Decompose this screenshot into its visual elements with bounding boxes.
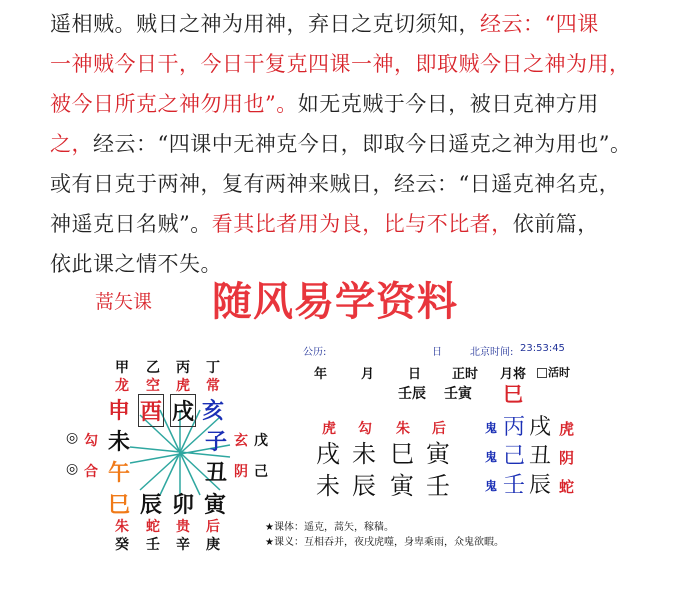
- three-pass-branch: 辰: [529, 473, 552, 498]
- top-general: 常: [206, 378, 220, 394]
- text-span: 依前篇，: [512, 212, 599, 236]
- text-line: 一神贼今日干，今日干复克四课一神，即取贼今日之神为用，: [50, 52, 631, 76]
- yuejiang-value: 巳: [503, 382, 523, 406]
- circle-mark: ◎: [66, 461, 79, 477]
- body-text: [50, 4, 670, 284]
- right-branch: 子: [205, 429, 228, 455]
- text-line: 或有日克于两神，复有两神来贼日，经云：“日遥克神名克，: [50, 172, 621, 196]
- top-branch: 酉: [138, 394, 164, 427]
- left-branch: 未: [108, 429, 131, 455]
- three-pass-stem: 己: [503, 444, 526, 469]
- watermark: 随风易学资料: [212, 279, 458, 325]
- bottom-stem: 庚: [206, 537, 220, 553]
- top-stem: 甲: [115, 360, 129, 376]
- bottom-stem: 壬: [146, 537, 160, 553]
- header-day: 日: [408, 367, 422, 382]
- lesson-notes: [265, 520, 504, 550]
- four-lesson-general: 勾: [358, 421, 372, 437]
- bottom-branch: 辰: [140, 492, 163, 518]
- header-yuejiang: 月将: [500, 367, 527, 382]
- left-general: 勾: [84, 433, 98, 449]
- text-line: [50, 124, 670, 164]
- left-branch: 午: [108, 460, 131, 486]
- text-span-red: 之，: [50, 132, 93, 156]
- header-year: 年: [314, 367, 328, 382]
- right-general: 阴: [234, 464, 248, 480]
- right-general: 玄: [234, 433, 248, 449]
- note-keyi: ★课义：互相吞并，夜戌虎噬，身卑乘雨，众鬼欲暇。: [265, 537, 504, 548]
- bottom-general: 蛇: [146, 519, 160, 535]
- top-stem: 丙: [176, 360, 190, 376]
- text-line: 依此课之情不失。: [50, 252, 222, 276]
- three-pass-branch: 丑: [529, 444, 552, 469]
- text-span-red: 经云：“四课: [480, 12, 599, 36]
- gui-mark: 鬼: [485, 450, 498, 464]
- right-stem: 戊: [254, 433, 268, 449]
- text-span: 遥相贼。贼日之神为用神，弃日之克切须知，: [50, 12, 480, 36]
- four-lesson-top: 未: [352, 440, 376, 468]
- four-lesson-bottom: 壬: [426, 472, 450, 500]
- four-lesson-bottom: 寅: [390, 472, 414, 500]
- section-subtitle: 蒿矢课: [95, 291, 153, 313]
- note-keti: ★课体：遥克，蒿矢，稼穑。: [265, 522, 394, 533]
- beijing-label: 北京时间:: [470, 347, 514, 358]
- top-branch: 戌: [170, 394, 196, 427]
- four-lesson-top: 巳: [390, 440, 414, 468]
- hour-pillar: 壬寅: [444, 386, 472, 402]
- header-month: 月: [361, 367, 375, 382]
- top-stem: 乙: [146, 360, 160, 376]
- header-hour: 正时: [452, 367, 479, 382]
- gongli-label: 公历:: [303, 347, 327, 358]
- four-lesson-general: 后: [432, 421, 446, 437]
- day-label: 日: [432, 347, 442, 358]
- four-lesson-bottom: 未: [316, 472, 340, 500]
- bottom-stem: 癸: [115, 537, 129, 553]
- bottom-general: 贵: [176, 519, 190, 535]
- huoshi-checkbox[interactable]: [537, 368, 547, 378]
- top-stem: 丁: [206, 360, 220, 376]
- bottom-general: 朱: [115, 519, 129, 535]
- four-lesson-general: 虎: [322, 421, 336, 437]
- text-span-red: 被今日所克之神勿用也”。: [50, 92, 298, 116]
- gui-mark: 鬼: [485, 421, 498, 435]
- right-branch: 丑: [205, 460, 228, 486]
- time-value: 23:53:45: [520, 343, 565, 354]
- bottom-general: 后: [206, 519, 220, 535]
- bottom-stem: 辛: [176, 537, 190, 553]
- text-span: 如无克贼于今日，被日克神方用: [297, 92, 599, 116]
- three-pass-stem: 丙: [503, 415, 526, 440]
- right-stem: 己: [254, 464, 268, 480]
- top-branch: 亥: [202, 398, 225, 424]
- bottom-branch: 寅: [204, 492, 227, 518]
- bottom-branch: 卯: [172, 492, 195, 518]
- top-general: 龙: [115, 378, 129, 394]
- bottom-branch: 巳: [108, 492, 131, 518]
- four-lesson-top: 寅: [426, 440, 450, 468]
- three-pass-branch: 戌: [529, 415, 552, 440]
- circle-mark: ◎: [66, 430, 79, 446]
- four-lesson-bottom: 辰: [352, 472, 376, 500]
- text-span-red: 看其比者用为良，比与不比者，: [211, 212, 513, 236]
- left-general: 合: [84, 464, 98, 480]
- top-general: 空: [146, 378, 160, 394]
- three-pass-general: 阴: [559, 449, 575, 467]
- text-line: [50, 84, 670, 124]
- text-line: [50, 204, 670, 244]
- day-pillar: 壬辰: [398, 386, 426, 402]
- text-span: 经云：“四课中无神克今日，即取今日遥克之神为用也”。: [93, 132, 632, 156]
- three-pass-stem: 壬: [503, 473, 526, 498]
- three-pass-general: 蛇: [559, 478, 575, 496]
- four-lesson-general: 朱: [396, 421, 410, 437]
- top-branch: 申: [108, 398, 131, 424]
- text-line: [50, 4, 670, 44]
- gui-mark: 鬼: [485, 479, 498, 493]
- text-span: 神遥克日名贼”。: [50, 212, 212, 236]
- top-general: 虎: [176, 378, 190, 394]
- huoshi-label: 活时: [548, 366, 570, 379]
- three-pass-general: 虎: [559, 420, 575, 438]
- four-lesson-top: 戌: [316, 440, 340, 468]
